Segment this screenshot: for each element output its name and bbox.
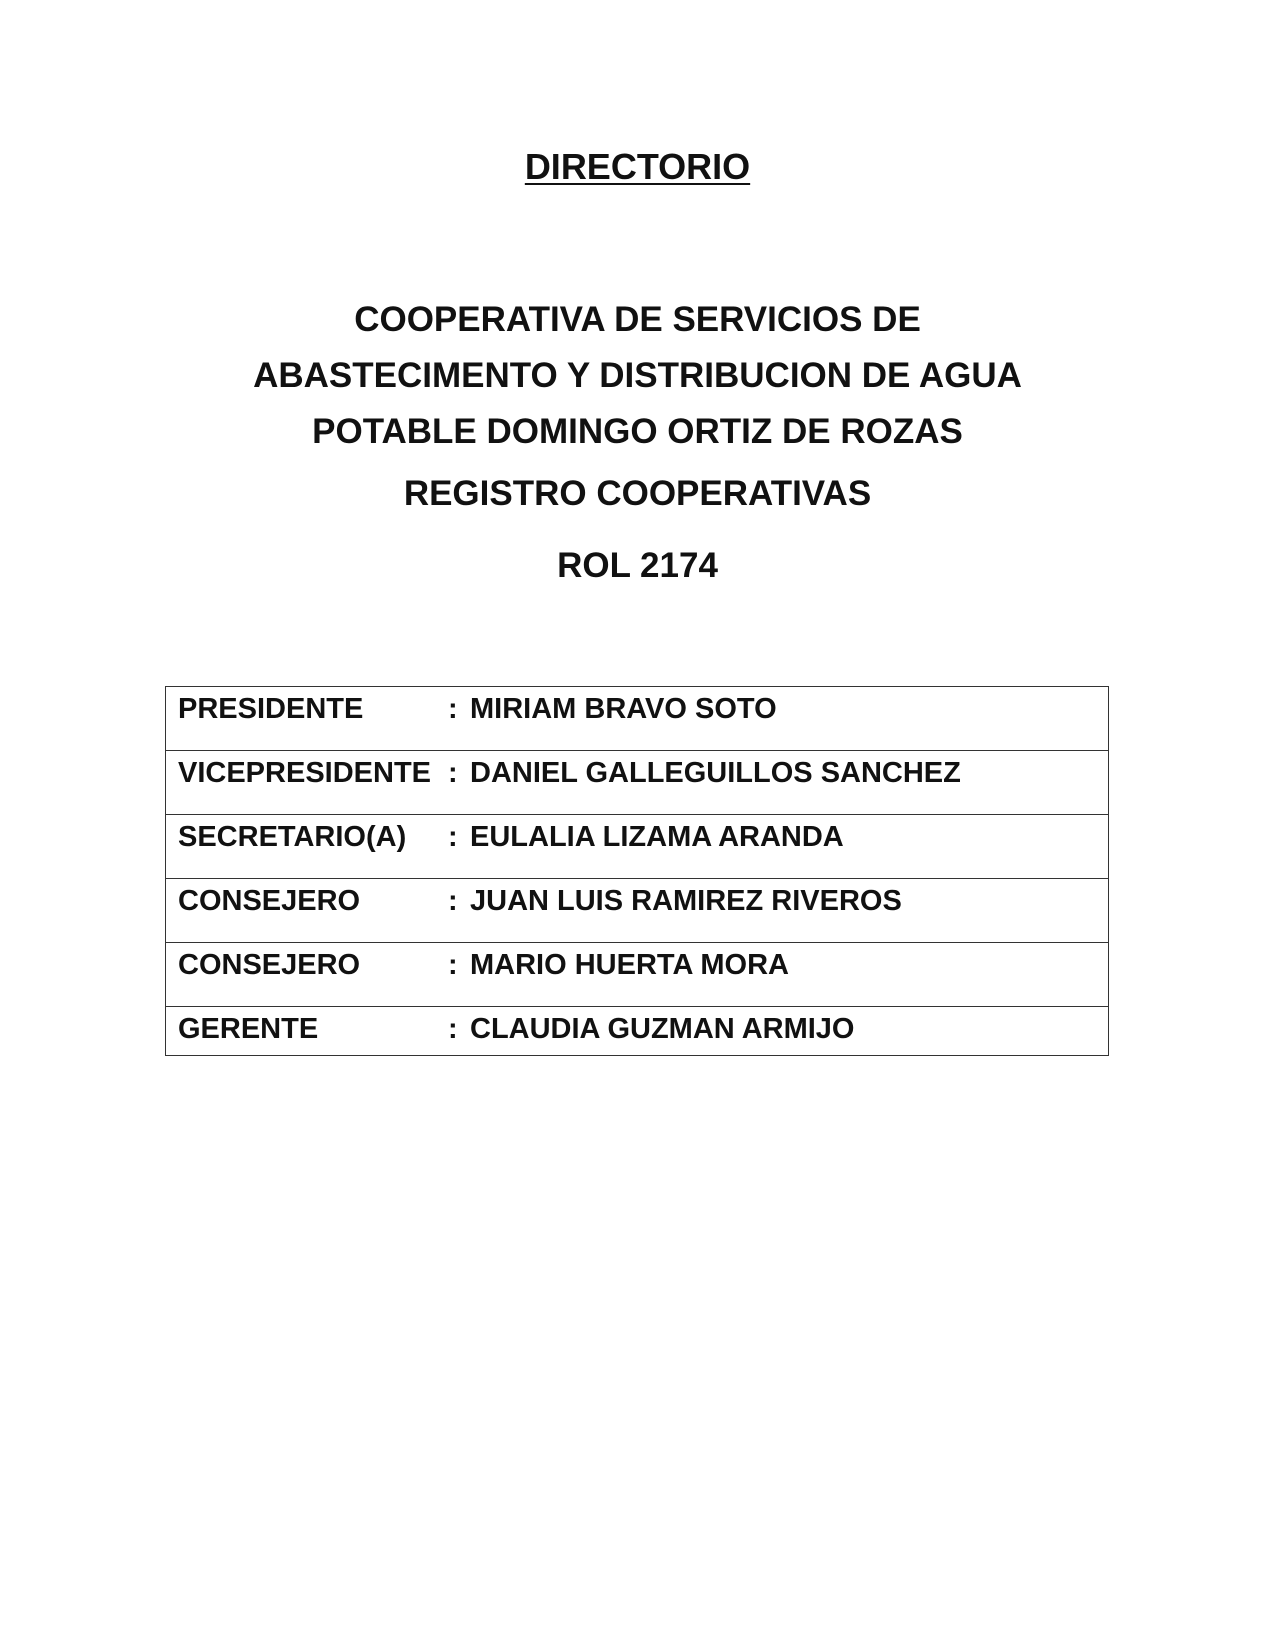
board-role: CONSEJERO: [178, 885, 361, 917]
board-role: GERENTE: [178, 1013, 319, 1045]
table-row: [166, 879, 1109, 943]
organization-line: COOPERATIVA DE SERVICIOS DE: [354, 300, 921, 339]
board-role: CONSEJERO: [178, 949, 361, 981]
table-row: [166, 1007, 1109, 1056]
board-member-name: CLAUDIA GUZMAN ARMIJO: [470, 1013, 855, 1045]
board-role: SECRETARIO(A): [178, 821, 407, 853]
board-member-name: DANIEL GALLEGUILLOS SANCHEZ: [470, 757, 961, 789]
board-cell: [166, 815, 1109, 879]
separator: :: [448, 949, 458, 981]
organization-name: [0, 292, 1275, 460]
registry-heading: REGISTRO COOPERATIVAS: [403, 474, 872, 513]
board-table: [165, 686, 1109, 1056]
separator: :: [448, 885, 458, 917]
separator: :: [448, 693, 458, 725]
board-role: VICEPRESIDENTE: [178, 757, 431, 789]
table-row: [166, 943, 1109, 1007]
table-row: [166, 815, 1109, 879]
board-member-name: MIRIAM BRAVO SOTO: [470, 693, 777, 725]
board-cell: [166, 1007, 1109, 1056]
table-row: [166, 751, 1109, 815]
organization-line: ABASTECIMENTO Y DISTRIBUCION DE AGUA: [253, 356, 1022, 395]
board-cell: [166, 751, 1109, 815]
board-member-name: MARIO HUERTA MORA: [470, 949, 789, 981]
board-cell: [166, 879, 1109, 943]
board-member-name: JUAN LUIS RAMIREZ RIVEROS: [470, 885, 902, 917]
separator: :: [448, 821, 458, 853]
separator: :: [448, 1013, 458, 1045]
rol-number: ROL 2174: [557, 546, 718, 585]
board-role: PRESIDENTE: [178, 693, 364, 725]
board-member-name: EULALIA LIZAMA ARANDA: [470, 821, 844, 853]
page-title: DIRECTORIO: [524, 146, 751, 187]
board-cell: [166, 943, 1109, 1007]
board-cell: [166, 687, 1109, 751]
table-row: [166, 687, 1109, 751]
organization-line: POTABLE DOMINGO ORTIZ DE ROZAS: [312, 412, 963, 451]
separator: :: [448, 757, 458, 789]
